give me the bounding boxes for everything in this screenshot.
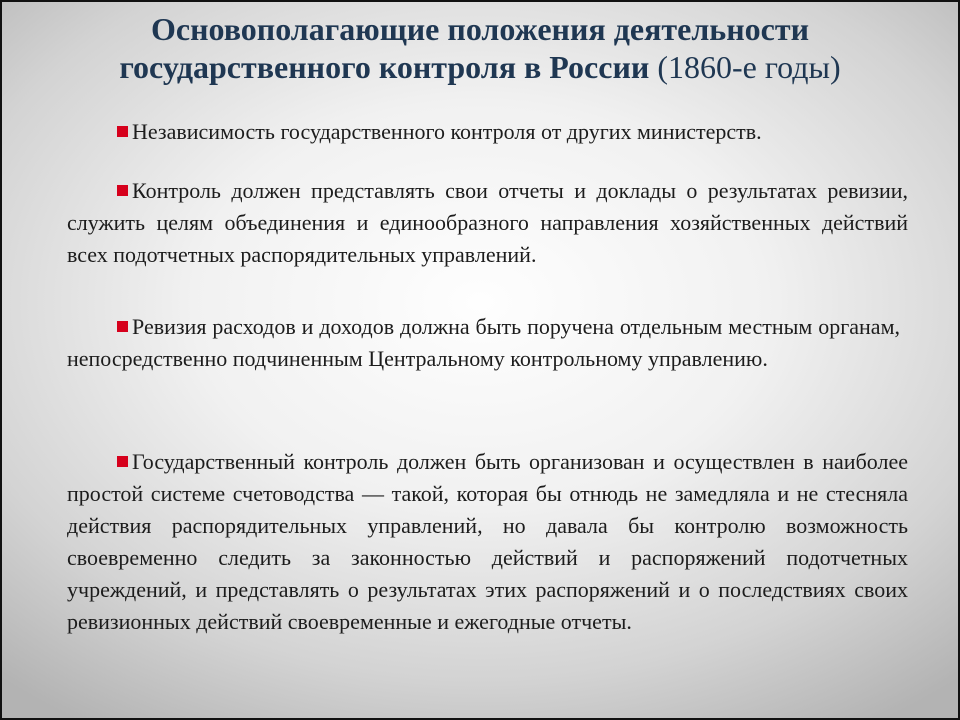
title-line-2 — [20, 48, 940, 86]
paragraph-text: Ревизия расходов и доходов должна быть поручена отдельным местным органам, непосредственно подчиненным Центральному контрольному управлению. — [67, 314, 900, 371]
red-square-bullet-icon — [117, 321, 128, 332]
paragraph-text: Государственный контроль должен быть организован и осуществлен в наиболее простой системе счетоводства — такой, которая бы отнюдь не замедляла и не стесняла действия распорядительных управлений, но давала бы контролю возможность своевременно следить за законностью действий и распоряжений подотчетных учреждений, и представлять о результатах этих распоряжений и о последствиях своих ревизионных действий своевременные и ежегодные отчеты. — [67, 449, 908, 634]
bullet-paragraph-1 — [67, 116, 900, 148]
title-year: (1860-е годы) — [657, 49, 841, 85]
title-line-2-text: государственного контроля в России — [119, 49, 650, 85]
red-square-bullet-icon — [117, 126, 128, 137]
bullet-paragraph-4 — [67, 446, 908, 638]
slide-title — [20, 10, 940, 86]
bullet-paragraph-3 — [67, 311, 900, 375]
paragraph-text: Независимость государственного контроля от других министерств. — [132, 119, 762, 144]
paragraph-text: Контроль должен представлять свои отчеты и доклады о результатах ревизии, служить целям объединения и единообразного направления хозяйственных действий всех подотчетных распорядительных управлений. — [67, 178, 908, 267]
red-square-bullet-icon — [117, 456, 128, 467]
red-square-bullet-icon — [117, 185, 128, 196]
bullet-paragraph-2 — [67, 175, 908, 271]
title-line-1: Основополагающие положения деятельности — [150, 11, 810, 47]
